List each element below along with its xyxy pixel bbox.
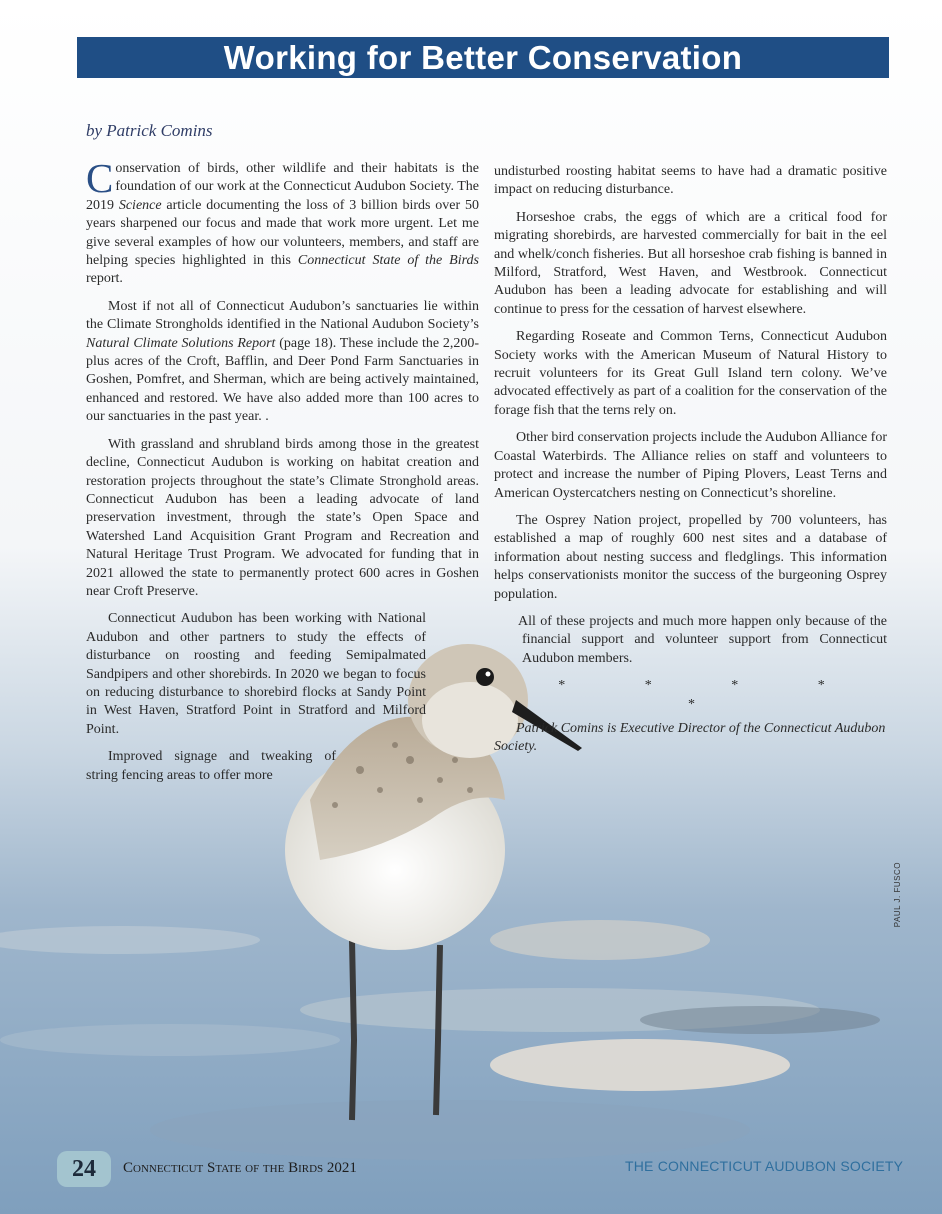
text-column-right [494, 163, 887, 765]
publication-title: Connecticut State of the Birds 2021 [123, 1160, 357, 1176]
author-credit: Patrick Comins is Executive Director of the Connecticut Audubon Society. [494, 720, 886, 754]
paragraph: The Osprey Nation project, propelled by 700 volunteers, has established a map of roughly 600 nest sites and a database of information about nesting success and fledglings. This information helps conservationists monitor the success of the burgeoning Osprey population. [494, 512, 887, 602]
page-title: Working for Better Conservation [223, 39, 743, 76]
paragraph: Most if not all of Connecticut Audubon’s sanctuaries lie within the Climate Strongholds identified in the National Audubon Society’s Natural Climate Solutions Report (page 18). These include the 2,200-plus acres of the Croft, Bafflin, and Deer Pond Farm Sanctuaries in Goshen, Pomfret, and Sherman, which are being actively maintained, enhanced and restored. We have also added more than 100 acres to our sanctuaries in the past year. . [86, 298, 479, 425]
paragraph: Other bird conservation projects include the Audubon Alliance for Coastal Waterbirds. The Alliance relies on staff and volunteers to protect and increase the number of Piping Plovers, Least Terns and American Oystercatchers nesting on Connecticut’s shoreline. [494, 430, 887, 501]
text-column-left [86, 155, 480, 794]
paragraph: All of these projects and much more happen only because of the financial support and volunteer support from Connecticut Audubon members. [518, 613, 887, 666]
paragraph: Horseshoe crabs, the eggs of which are a critical food for migrating shorebirds, are harvested commercially for bait in the eel and whelk/conch fisheries. But all horseshoe crab fishing is banned in Milford, Stratford, West Haven, and Westbrook. Connecticut Audubon has been a leading advocate for establishing and will continue to press for the cessation of harvest elsewhere. [494, 209, 887, 317]
paragraph: Regarding Roseate and Common Terns, Connecticut Audubon Society works with the American Museum of Natural History to recruit volunteers for its Great Gull Island tern colony. We’ve advocated effectively as part of a coalition for the conservation of the forage fish that the terns rely on. [494, 329, 887, 418]
photo-credit: PAUL J. FUSCO [893, 862, 902, 928]
byline: by Patrick Comins [86, 121, 213, 140]
paragraph: Improved signage and tweaking of string fencing areas to offer more [86, 749, 336, 783]
title-banner [77, 37, 889, 78]
paragraph: With grassland and shrubland birds among those in the greatest decline, Connecticut Audubon is working on habitat creation and restoration projects throughout the state’s Climate Stronghold areas. Connecticut Audubon has been a leading advocate of land preservation investment, through the state’s Open Space and Watershed Land Acquisition Grant Program and Recreation and Natural Heritage Trust Program. We advocated for funding that in 2021 allowed the state to permanently protect 600 acres in Goshen near Croft Preserve. [86, 436, 479, 599]
page-number: 24 [57, 1151, 111, 1187]
paragraph: Connecticut Audubon has been working with National Audubon and other partners to study the effects of disturbance on roosting and feeding Semipalmated Sandpipers and other shorebirds. In 2020 we began to focus on reducing disturbance to shorebird flocks at Sandy Point in West Haven, Stratford Point in Stratford and Milford Point. [86, 611, 426, 737]
paragraph: Conservation of birds, other wildlife and their habitats is the foundation of our work at the Connecticut Audubon Society. The 2019 Science article documenting the loss of 3 billion birds over 50 years sharpened our focus and made that work more urgent. Let me give several examples of how our volunteers, members, and staff are helping species highlighted in this Connecticut State of the Birds report. [86, 155, 480, 287]
paragraph: undisturbed roosting habitat seems to have had a dramatic positive impact on reducing disturbance. [494, 164, 887, 198]
drop-cap: C [86, 155, 114, 201]
section-divider-stars: * * * * * [558, 678, 863, 712]
organization-name: THE CONNECTICUT AUDUBON SOCIETY [625, 1158, 904, 1174]
